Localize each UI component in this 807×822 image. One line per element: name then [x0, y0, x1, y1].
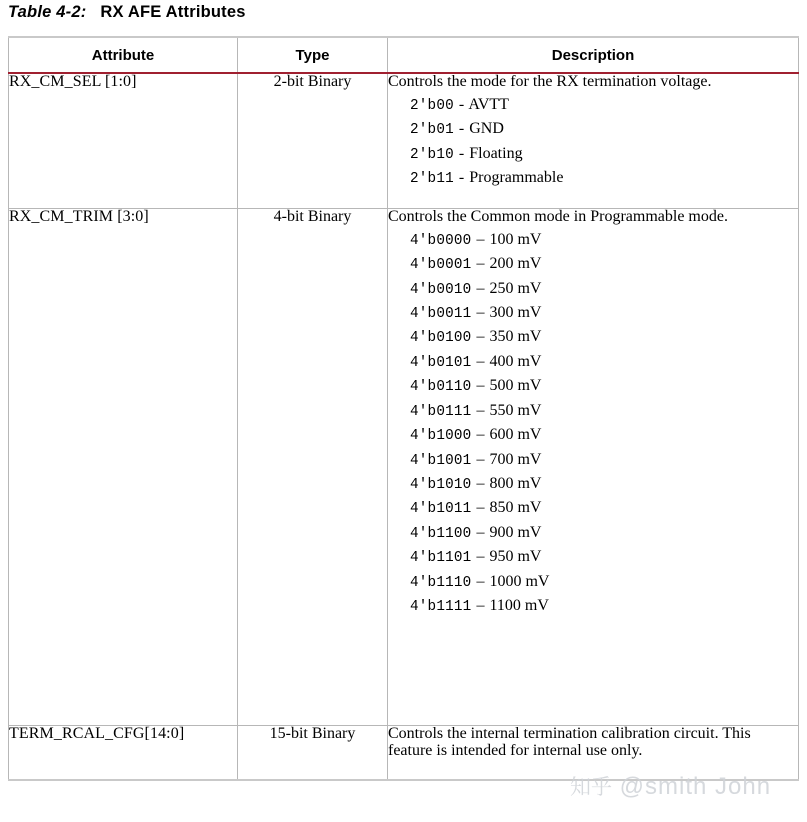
encoding-list-item [410, 496, 798, 520]
encoding-value: Programmable [469, 168, 564, 186]
encoding-value: 1100 mV [489, 597, 549, 615]
encoding-value: 600 mV [489, 426, 542, 444]
encoding-separator: – [476, 450, 485, 468]
encoding-value: 500 mV [489, 377, 542, 395]
encoding-separator: – [476, 279, 485, 297]
encoding-list [388, 93, 798, 191]
encoding-separator: – [476, 377, 485, 395]
cell-type: 4-bit Binary [238, 209, 388, 726]
column-header-attribute: Attribute [9, 37, 238, 73]
encoding-code: 4'b1000 [410, 428, 472, 445]
encoding-value: 700 mV [489, 450, 542, 468]
encoding-separator: – [476, 572, 485, 590]
encoding-value: 1000 mV [489, 572, 550, 590]
encoding-separator: – [476, 352, 485, 370]
encoding-separator: – [476, 303, 485, 321]
encoding-code: 4'b1111 [410, 599, 472, 616]
encoding-list-item [410, 448, 798, 472]
encoding-value: 200 mV [489, 255, 542, 273]
table-caption [8, 3, 246, 22]
encoding-code: 4'b0110 [410, 379, 472, 396]
encoding-code: 4'b0001 [410, 257, 472, 274]
encoding-list-item [410, 594, 798, 618]
encoding-list-item [410, 570, 798, 594]
encoding-separator: – [476, 523, 485, 541]
column-header-description: Description [388, 37, 799, 73]
encoding-code: 2'b01 [410, 122, 454, 139]
encoding-code: 2'b10 [410, 146, 454, 163]
cell-description [388, 726, 799, 781]
encoding-separator: – [476, 548, 485, 566]
encoding-value: GND [469, 120, 504, 138]
encoding-list [388, 228, 798, 619]
encoding-code: 4'b0000 [410, 232, 472, 249]
encoding-list-item [410, 93, 798, 117]
encoding-list-item [410, 117, 798, 141]
cell-attribute: RX_CM_SEL [1:0] [9, 73, 238, 209]
encoding-value: 350 mV [489, 328, 542, 346]
encoding-value: 850 mV [489, 499, 542, 517]
encoding-list-item [410, 325, 798, 349]
encoding-code: 4'b1110 [410, 574, 472, 591]
encoding-value: 900 mV [489, 523, 542, 541]
column-header-type: Type [238, 37, 388, 73]
encoding-value: 400 mV [489, 352, 542, 370]
table-head [9, 37, 799, 73]
encoding-list-item [410, 399, 798, 423]
encoding-value: AVTT [468, 95, 509, 113]
table-body [9, 73, 799, 780]
encoding-code: 4'b0010 [410, 281, 472, 298]
encoding-list-item [410, 228, 798, 252]
encoding-code: 2'b00 [410, 97, 454, 114]
rx-afe-attributes-table [8, 36, 799, 781]
table-header-row [9, 37, 799, 73]
encoding-code: 2'b11 [410, 170, 454, 187]
encoding-code: 4'b0111 [410, 403, 472, 420]
description-text: Controls the Common mode in Programmable mode. [388, 208, 728, 225]
encoding-value: 800 mV [489, 475, 542, 492]
cell-attribute: TERM_RCAL_CFG[14:0] [9, 726, 238, 781]
encoding-code: 4'b1011 [410, 501, 472, 518]
encoding-separator: – [476, 475, 485, 492]
encoding-value: 300 mV [489, 303, 542, 321]
encoding-value: 100 mV [489, 230, 542, 248]
description-text: Controls the internal termination calibration circuit. This feature is intended for internal use only. [388, 725, 751, 759]
cell-description [388, 209, 799, 726]
encoding-list-item [410, 374, 798, 398]
encoding-code: 4'b1100 [410, 525, 472, 542]
encoding-separator: – [476, 499, 485, 517]
encoding-separator: – [476, 401, 485, 419]
encoding-code: 4'b0011 [410, 305, 472, 322]
encoding-code: 4'b0100 [410, 330, 472, 347]
encoding-list-item [410, 166, 798, 190]
cell-type: 15-bit Binary [238, 726, 388, 781]
encoding-value: 550 mV [489, 401, 542, 419]
encoding-code: 4'b1010 [410, 477, 472, 493]
encoding-value: 250 mV [489, 279, 542, 297]
encoding-value: 950 mV [489, 548, 542, 566]
encoding-separator: - [458, 120, 465, 138]
encoding-code: 4'b1101 [410, 550, 472, 567]
encoding-value: Floating [469, 144, 523, 162]
encoding-separator: - [458, 95, 465, 113]
encoding-separator: – [476, 426, 485, 444]
table-row [9, 209, 799, 726]
encoding-list-item [410, 350, 798, 374]
encoding-code: 4'b0101 [410, 354, 472, 371]
encoding-list-item [410, 545, 798, 569]
encoding-list-item [410, 472, 798, 496]
encoding-separator: – [476, 255, 485, 273]
encoding-separator: - [458, 144, 465, 162]
encoding-list-item [410, 423, 798, 447]
table-caption-label: Table 4-2: [8, 3, 87, 21]
table-row [9, 726, 799, 781]
table-row [9, 73, 799, 209]
encoding-list-item [410, 301, 798, 325]
encoding-list-item [410, 142, 798, 166]
encoding-list-item [410, 252, 798, 276]
encoding-list-item [410, 521, 798, 545]
cell-type: 2-bit Binary [238, 73, 388, 209]
encoding-separator: - [458, 168, 465, 186]
encoding-list-item [410, 277, 798, 301]
table-caption-title: RX AFE Attributes [100, 3, 246, 21]
encoding-separator: – [476, 328, 485, 346]
watermark-handle: @smith John [619, 773, 772, 800]
cell-description [388, 73, 799, 209]
cell-attribute: RX_CM_TRIM [3:0] [9, 209, 238, 726]
encoding-separator: – [476, 230, 485, 248]
encoding-code: 4'b1001 [410, 452, 472, 469]
watermark-site-name: 知乎 [570, 776, 612, 799]
encoding-separator: – [476, 597, 485, 615]
description-text: Controls the mode for the RX termination voltage. [388, 73, 712, 90]
rx-afe-attributes-table-container [8, 36, 798, 781]
